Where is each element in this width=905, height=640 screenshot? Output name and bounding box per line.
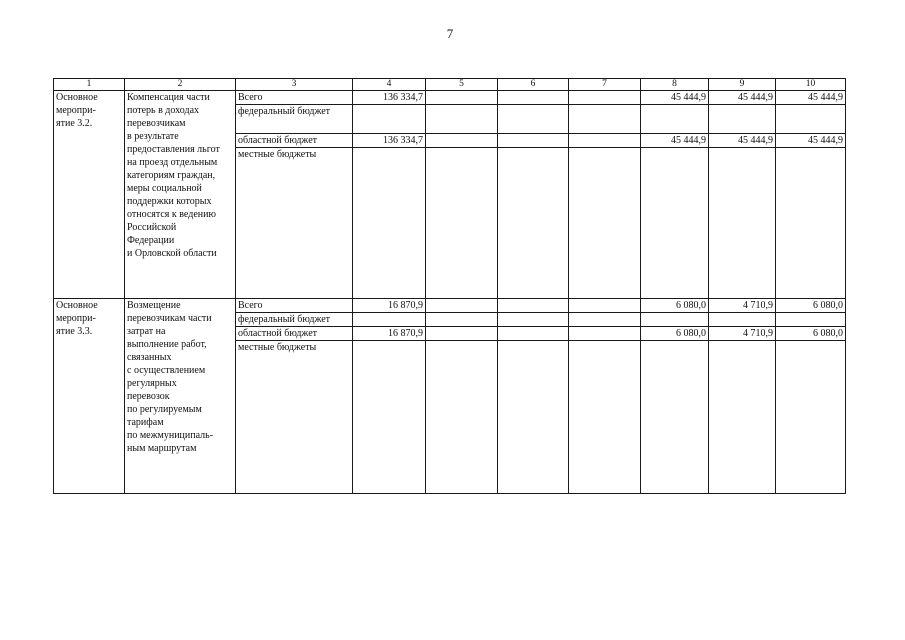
value-cell-4 <box>353 105 426 134</box>
value-cell-9 <box>709 148 776 299</box>
value-cell-6 <box>498 105 569 134</box>
description-line: поддержки которых <box>127 196 212 207</box>
header-cell-1: 1 <box>54 79 125 91</box>
funding-source-cell: местные бюджеты <box>236 341 353 494</box>
value-cell-7 <box>569 313 641 327</box>
description-line: в результате <box>127 131 179 142</box>
description-line: относятся к ведению <box>127 209 216 220</box>
description-line: Компенсация части <box>127 92 210 103</box>
description-line: на проезд отдельным <box>127 157 218 168</box>
value-cell-10: 6 080,0 <box>776 299 846 313</box>
value-cell-7 <box>569 341 641 494</box>
value-cell-5 <box>426 299 498 313</box>
value-cell-8: 6 080,0 <box>641 299 709 313</box>
header-cell-3: 3 <box>236 79 353 91</box>
description-line: перевозок <box>127 391 170 402</box>
description-line: по межмуниципаль- <box>127 430 214 441</box>
header-cell-2: 2 <box>125 79 236 91</box>
description-line: с осуществлением <box>127 365 206 376</box>
value-cell-8: 6 080,0 <box>641 327 709 341</box>
description-line: регулярных <box>127 378 177 389</box>
value-cell-10 <box>776 105 846 134</box>
value-cell-8: 45 444,9 <box>641 91 709 105</box>
activity-line: ятие 3.2. <box>56 118 93 129</box>
header-cell-8: 8 <box>641 79 709 91</box>
value-cell-4: 16 870,9 <box>353 327 426 341</box>
value-cell-5 <box>426 105 498 134</box>
description-line: выполнение работ, <box>127 339 207 350</box>
value-cell-6 <box>498 148 569 299</box>
description-line: по регулируемым <box>127 404 202 415</box>
value-cell-7 <box>569 327 641 341</box>
value-cell-5 <box>426 148 498 299</box>
value-cell-8 <box>641 105 709 134</box>
page-number: 7 <box>446 26 454 41</box>
table-row <box>54 91 846 105</box>
value-cell-9 <box>709 313 776 327</box>
description-line: предоставления льгот <box>127 144 220 155</box>
value-cell-7 <box>569 148 641 299</box>
description-line: перевозчикам части <box>127 313 212 324</box>
value-cell-5 <box>426 341 498 494</box>
header-cell-5: 5 <box>426 79 498 91</box>
header-cell-9: 9 <box>709 79 776 91</box>
activity-line: Основное <box>56 300 98 311</box>
value-cell-4: 136 334,7 <box>353 91 426 105</box>
description-line: перевозчикам <box>127 118 186 129</box>
description-cell <box>125 91 236 299</box>
description-line: ным маршрутам <box>127 443 197 454</box>
funding-source-cell: федеральный бюджет <box>236 105 353 134</box>
value-cell-8 <box>641 148 709 299</box>
activity-line: ятие 3.3. <box>56 326 93 337</box>
description-line: связанных <box>127 352 172 363</box>
value-cell-6 <box>498 313 569 327</box>
funding-source-cell: областной бюджет <box>236 327 353 341</box>
header-row <box>54 79 846 91</box>
table-row <box>54 299 846 313</box>
value-cell-7 <box>569 105 641 134</box>
value-cell-5 <box>426 91 498 105</box>
value-cell-4 <box>353 313 426 327</box>
value-cell-10: 45 444,9 <box>776 134 846 148</box>
value-cell-6 <box>498 299 569 313</box>
description-line: категориям граждан, <box>127 170 216 181</box>
funding-source-cell: Всего <box>236 91 353 105</box>
value-cell-4: 16 870,9 <box>353 299 426 313</box>
header-cell-6: 6 <box>498 79 569 91</box>
funding-source-cell: федеральный бюджет <box>236 313 353 327</box>
value-cell-10 <box>776 148 846 299</box>
value-cell-5 <box>426 327 498 341</box>
value-cell-8 <box>641 313 709 327</box>
header-cell-7: 7 <box>569 79 641 91</box>
value-cell-5 <box>426 134 498 148</box>
value-cell-9: 4 710,9 <box>709 299 776 313</box>
value-cell-6 <box>498 91 569 105</box>
value-cell-10: 45 444,9 <box>776 91 846 105</box>
funding-source-cell: Всего <box>236 299 353 313</box>
description-cell <box>125 299 236 494</box>
value-cell-6 <box>498 327 569 341</box>
value-cell-9 <box>709 105 776 134</box>
header-cell-4: 4 <box>353 79 426 91</box>
value-cell-9: 4 710,9 <box>709 327 776 341</box>
description-line: Российской <box>127 222 177 233</box>
value-cell-8: 45 444,9 <box>641 134 709 148</box>
activity-line: меропри- <box>56 313 96 324</box>
budget-table <box>53 78 846 494</box>
header-cell-10: 10 <box>776 79 846 91</box>
description-line: и Орловской области <box>127 248 217 259</box>
value-cell-6 <box>498 341 569 494</box>
value-cell-4 <box>353 341 426 494</box>
description-line: меры социальной <box>127 183 202 194</box>
description-line: Возмещение <box>127 300 181 311</box>
description-line: Федерации <box>127 235 175 246</box>
value-cell-9 <box>709 341 776 494</box>
value-cell-4: 136 334,7 <box>353 134 426 148</box>
value-cell-8 <box>641 341 709 494</box>
description-line: тарифам <box>127 417 164 428</box>
value-cell-6 <box>498 134 569 148</box>
value-cell-7 <box>569 134 641 148</box>
funding-source-cell: областной бюджет <box>236 134 353 148</box>
value-cell-10 <box>776 341 846 494</box>
activity-cell <box>54 91 125 299</box>
activity-cell <box>54 299 125 494</box>
activity-line: Основное <box>56 92 98 103</box>
value-cell-9: 45 444,9 <box>709 91 776 105</box>
description-line: затрат на <box>127 326 166 337</box>
activity-line: меропри- <box>56 105 96 116</box>
value-cell-7 <box>569 299 641 313</box>
value-cell-10 <box>776 313 846 327</box>
value-cell-5 <box>426 313 498 327</box>
value-cell-7 <box>569 91 641 105</box>
description-line: потерь в доходах <box>127 105 200 116</box>
value-cell-9: 45 444,9 <box>709 134 776 148</box>
value-cell-4 <box>353 148 426 299</box>
funding-source-cell: местные бюджеты <box>236 148 353 299</box>
value-cell-10: 6 080,0 <box>776 327 846 341</box>
